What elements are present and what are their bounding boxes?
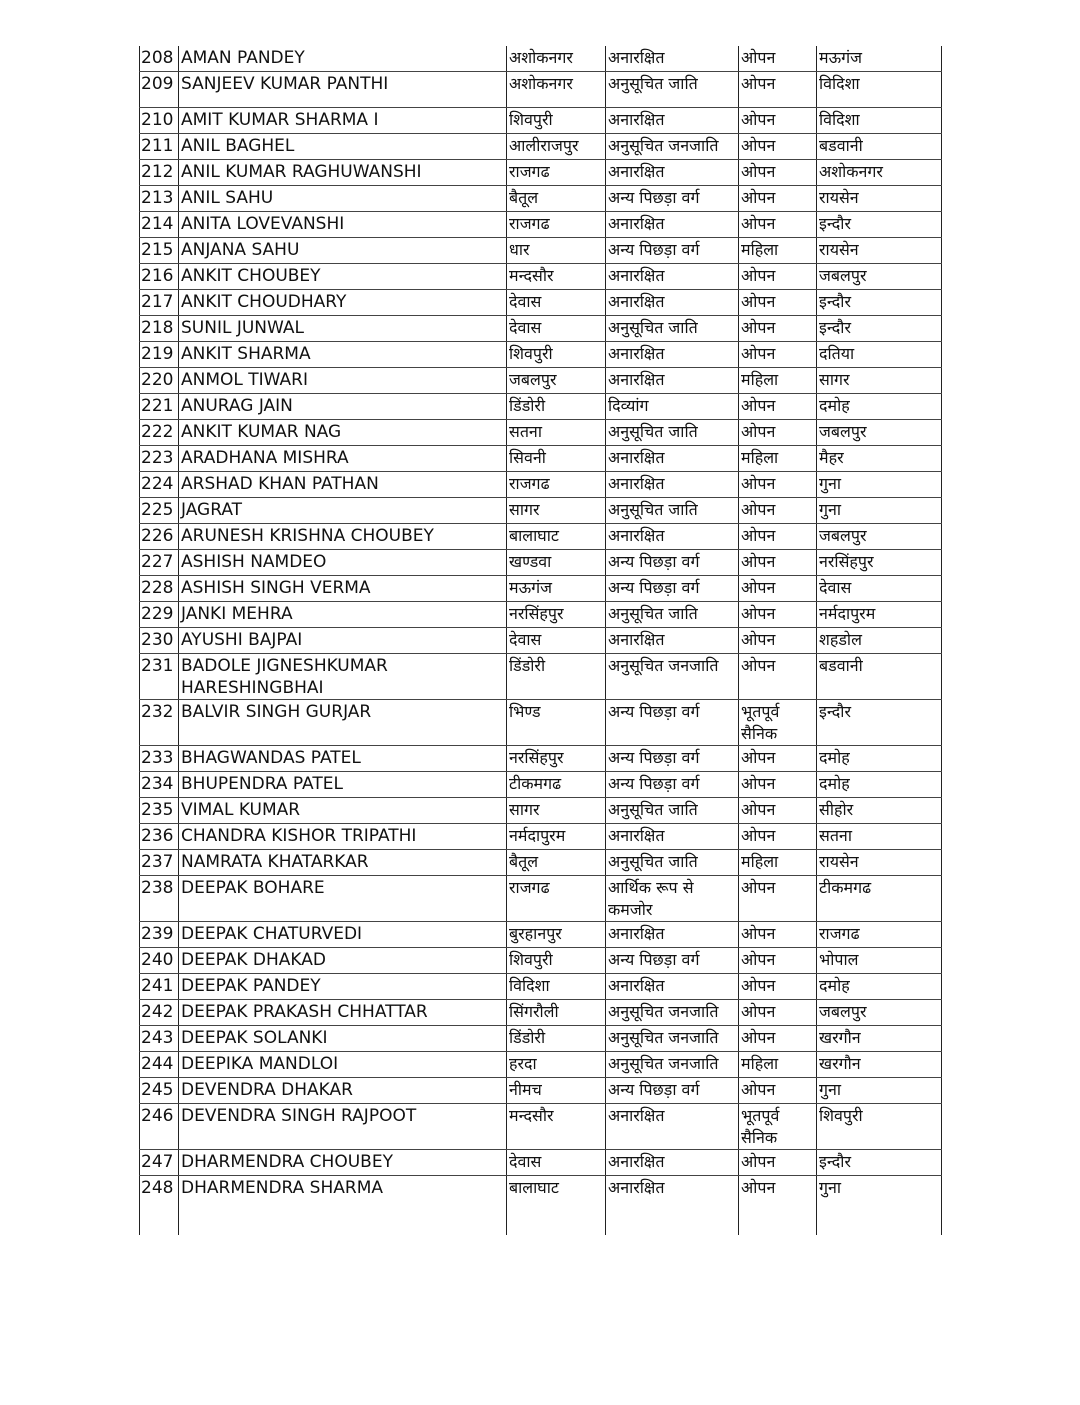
posting-district-cell: बडवानी xyxy=(817,134,942,160)
home-district-cell: सतना xyxy=(507,420,606,446)
home-district-cell: देवास xyxy=(507,290,606,316)
category-cell: अनुसूचित जाति xyxy=(606,850,739,876)
table-row xyxy=(140,974,942,1000)
table-row xyxy=(140,1026,942,1052)
serial-number-cell: 218 xyxy=(140,316,179,342)
candidate-name-cell: AMAN PANDEY xyxy=(179,46,507,72)
posting-district-cell: दमोह xyxy=(817,394,942,420)
serial-number-cell: 243 xyxy=(140,1026,179,1052)
posting-district-cell: रायसेन xyxy=(817,186,942,212)
candidate-name-cell: JANKI MEHRA xyxy=(179,602,507,628)
table-row xyxy=(140,134,942,160)
home-district-cell: डिंडोरी xyxy=(507,394,606,420)
subcategory-cell: ओपन xyxy=(739,212,817,238)
candidate-name-cell: ANKIT KUMAR NAG xyxy=(179,420,507,446)
posting-district-cell: खरगौन xyxy=(817,1052,942,1078)
subcategory-cell: ओपन xyxy=(739,1000,817,1026)
home-district-cell: नरसिंहपुर xyxy=(507,746,606,772)
table-row xyxy=(140,654,942,700)
table-row xyxy=(140,342,942,368)
home-district-cell: नीमच xyxy=(507,1078,606,1104)
serial-number-cell: 241 xyxy=(140,974,179,1000)
table-row xyxy=(140,1176,942,1236)
candidate-name-cell: CHANDRA KISHOR TRIPATHI xyxy=(179,824,507,850)
home-district-cell: शिवपुरी xyxy=(507,948,606,974)
table-row xyxy=(140,238,942,264)
home-district-cell: बैतूल xyxy=(507,186,606,212)
candidate-name-cell: DEEPAK CHATURVEDI xyxy=(179,922,507,948)
table-row xyxy=(140,446,942,472)
table-row xyxy=(140,498,942,524)
serial-number-cell: 244 xyxy=(140,1052,179,1078)
candidate-name-cell: BADOLE JIGNESHKUMAR HARESHINGBHAI xyxy=(179,654,507,700)
category-cell: अन्य पिछड़ा वर्ग xyxy=(606,576,739,602)
category-cell: अनुसूचित जाति xyxy=(606,316,739,342)
table-row xyxy=(140,46,942,72)
serial-number-cell: 209 xyxy=(140,72,179,108)
candidate-name-cell: ANMOL TIWARI xyxy=(179,368,507,394)
table-row xyxy=(140,922,942,948)
subcategory-cell: ओपन xyxy=(739,654,817,700)
candidate-name-cell: AYUSHI BAJPAI xyxy=(179,628,507,654)
table-row xyxy=(140,316,942,342)
category-cell: अनारक्षित xyxy=(606,974,739,1000)
posting-district-cell: दमोह xyxy=(817,974,942,1000)
subcategory-cell: ओपन xyxy=(739,186,817,212)
table-row xyxy=(140,212,942,238)
subcategory-cell: ओपन xyxy=(739,472,817,498)
subcategory-cell: ओपन xyxy=(739,798,817,824)
serial-number-cell: 220 xyxy=(140,368,179,394)
posting-district-cell: इन्दौर xyxy=(817,316,942,342)
serial-number-cell: 222 xyxy=(140,420,179,446)
candidate-name-cell: ANKIT CHOUBEY xyxy=(179,264,507,290)
candidate-name-cell: ANJANA SAHU xyxy=(179,238,507,264)
serial-number-cell: 236 xyxy=(140,824,179,850)
table-row xyxy=(140,394,942,420)
subcategory-cell: ओपन xyxy=(739,1078,817,1104)
subcategory-cell: महिला xyxy=(739,238,817,264)
posting-district-cell: गुना xyxy=(817,472,942,498)
candidate-name-cell: ASHISH SINGH VERMA xyxy=(179,576,507,602)
subcategory-cell: ओपन xyxy=(739,134,817,160)
category-cell: अनारक्षित xyxy=(606,290,739,316)
table-row xyxy=(140,264,942,290)
serial-number-cell: 224 xyxy=(140,472,179,498)
serial-number-cell: 219 xyxy=(140,342,179,368)
home-district-cell: राजगढ xyxy=(507,876,606,922)
table-row xyxy=(140,876,942,922)
table-row xyxy=(140,1000,942,1026)
serial-number-cell: 239 xyxy=(140,922,179,948)
serial-number-cell: 217 xyxy=(140,290,179,316)
candidate-name-cell: SUNIL JUNWAL xyxy=(179,316,507,342)
serial-number-cell: 215 xyxy=(140,238,179,264)
home-district-cell: सागर xyxy=(507,798,606,824)
posting-district-cell: देवास xyxy=(817,576,942,602)
home-district-cell: बुरहानपुर xyxy=(507,922,606,948)
posting-district-cell: मैहर xyxy=(817,446,942,472)
serial-number-cell: 245 xyxy=(140,1078,179,1104)
category-cell: अनुसूचित जनजाति xyxy=(606,654,739,700)
posting-district-cell: खरगौन xyxy=(817,1026,942,1052)
posting-district-cell: इन्दौर xyxy=(817,290,942,316)
posting-district-cell: अशोकनगर xyxy=(817,160,942,186)
table-row xyxy=(140,850,942,876)
table-row xyxy=(140,948,942,974)
subcategory-cell: ओपन xyxy=(739,498,817,524)
subcategory-cell: भूतपूर्व सैनिक xyxy=(739,1104,817,1150)
category-cell: अनारक्षित xyxy=(606,368,739,394)
posting-district-cell: भोपाल xyxy=(817,948,942,974)
category-cell: अनारक्षित xyxy=(606,524,739,550)
category-cell: अन्य पिछड़ा वर्ग xyxy=(606,550,739,576)
serial-number-cell: 247 xyxy=(140,1150,179,1176)
posting-district-cell: रायसेन xyxy=(817,850,942,876)
home-district-cell: बालाघाट xyxy=(507,524,606,550)
subcategory-cell: ओपन xyxy=(739,628,817,654)
category-cell: अनारक्षित xyxy=(606,108,739,134)
subcategory-cell: महिला xyxy=(739,1052,817,1078)
category-cell: अनारक्षित xyxy=(606,824,739,850)
subcategory-cell: ओपन xyxy=(739,108,817,134)
category-cell: अनुसूचित जनजाति xyxy=(606,134,739,160)
subcategory-cell: ओपन xyxy=(739,746,817,772)
home-district-cell: भिण्ड xyxy=(507,700,606,746)
serial-number-cell: 228 xyxy=(140,576,179,602)
candidate-name-cell: ARADHANA MISHRA xyxy=(179,446,507,472)
subcategory-cell: ओपन xyxy=(739,602,817,628)
table-row xyxy=(140,1052,942,1078)
candidate-name-cell: ARSHAD KHAN PATHAN xyxy=(179,472,507,498)
posting-district-cell: दतिया xyxy=(817,342,942,368)
candidate-name-cell: DEEPAK PANDEY xyxy=(179,974,507,1000)
subcategory-cell: ओपन xyxy=(739,290,817,316)
serial-number-cell: 232 xyxy=(140,700,179,746)
candidate-name-cell: ANIL SAHU xyxy=(179,186,507,212)
table-row xyxy=(140,72,942,108)
candidate-name-cell: AMIT KUMAR SHARMA I xyxy=(179,108,507,134)
subcategory-cell: महिला xyxy=(739,368,817,394)
candidate-name-cell: DEEPAK SOLANKI xyxy=(179,1026,507,1052)
serial-number-cell: 246 xyxy=(140,1104,179,1150)
serial-number-cell: 223 xyxy=(140,446,179,472)
posting-district-cell: जबलपुर xyxy=(817,524,942,550)
subcategory-cell: ओपन xyxy=(739,948,817,974)
subcategory-cell: ओपन xyxy=(739,550,817,576)
subcategory-cell: ओपन xyxy=(739,1026,817,1052)
candidate-table xyxy=(139,46,942,1235)
home-district-cell: सिवनी xyxy=(507,446,606,472)
posting-district-cell: नर्मदापुरम xyxy=(817,602,942,628)
candidate-name-cell: DEVENDRA DHAKAR xyxy=(179,1078,507,1104)
category-cell: अनुसूचित जनजाति xyxy=(606,1052,739,1078)
category-cell: अनारक्षित xyxy=(606,46,739,72)
category-cell: अन्य पिछड़ा वर्ग xyxy=(606,700,739,746)
home-district-cell: धार xyxy=(507,238,606,264)
home-district-cell: सागर xyxy=(507,498,606,524)
category-cell: अनुसूचित जाति xyxy=(606,72,739,108)
serial-number-cell: 233 xyxy=(140,746,179,772)
home-district-cell: डिंडोरी xyxy=(507,654,606,700)
candidate-name-cell: DEVENDRA SINGH RAJPOOT xyxy=(179,1104,507,1150)
posting-district-cell: शिवपुरी xyxy=(817,1104,942,1150)
home-district-cell: आलीराजपुर xyxy=(507,134,606,160)
home-district-cell: मन्दसौर xyxy=(507,264,606,290)
posting-district-cell: राजगढ xyxy=(817,922,942,948)
serial-number-cell: 208 xyxy=(140,46,179,72)
table-row xyxy=(140,700,942,746)
home-district-cell: बैतूल xyxy=(507,850,606,876)
candidate-name-cell: ARUNESH KRISHNA CHOUBEY xyxy=(179,524,507,550)
subcategory-cell: महिला xyxy=(739,850,817,876)
category-cell: अन्य पिछड़ा वर्ग xyxy=(606,1078,739,1104)
category-cell: अन्य पिछड़ा वर्ग xyxy=(606,186,739,212)
posting-district-cell: जबलपुर xyxy=(817,420,942,446)
candidate-name-cell: ASHISH NAMDEO xyxy=(179,550,507,576)
candidate-name-cell: DEEPAK PRAKASH CHHATTAR xyxy=(179,1000,507,1026)
serial-number-cell: 234 xyxy=(140,772,179,798)
home-district-cell: हरदा xyxy=(507,1052,606,1078)
table-row xyxy=(140,368,942,394)
serial-number-cell: 212 xyxy=(140,160,179,186)
table-row xyxy=(140,1150,942,1176)
home-district-cell: अशोकनगर xyxy=(507,72,606,108)
subcategory-cell: ओपन xyxy=(739,72,817,108)
candidate-name-cell: DEEPIKA MANDLOI xyxy=(179,1052,507,1078)
serial-number-cell: 214 xyxy=(140,212,179,238)
home-district-cell: देवास xyxy=(507,1150,606,1176)
candidate-name-cell: BALVIR SINGH GURJAR xyxy=(179,700,507,746)
posting-district-cell: जबलपुर xyxy=(817,264,942,290)
posting-district-cell: सतना xyxy=(817,824,942,850)
category-cell: अनारक्षित xyxy=(606,628,739,654)
home-district-cell: सिंगरौली xyxy=(507,1000,606,1026)
subcategory-cell: ओपन xyxy=(739,1176,817,1236)
home-district-cell: देवास xyxy=(507,316,606,342)
subcategory-cell: ओपन xyxy=(739,394,817,420)
subcategory-cell: ओपन xyxy=(739,420,817,446)
home-district-cell: डिंडोरी xyxy=(507,1026,606,1052)
serial-number-cell: 216 xyxy=(140,264,179,290)
candidate-name-cell: BHAGWANDAS PATEL xyxy=(179,746,507,772)
posting-district-cell: दमोह xyxy=(817,772,942,798)
serial-number-cell: 238 xyxy=(140,876,179,922)
serial-number-cell: 231 xyxy=(140,654,179,700)
table-row xyxy=(140,1078,942,1104)
category-cell: अनारक्षित xyxy=(606,472,739,498)
table-row xyxy=(140,160,942,186)
serial-number-cell: 248 xyxy=(140,1176,179,1236)
table-row xyxy=(140,576,942,602)
posting-district-cell: मऊगंज xyxy=(817,46,942,72)
category-cell: अनुसूचित जाति xyxy=(606,602,739,628)
posting-district-cell: दमोह xyxy=(817,746,942,772)
candidate-name-cell: ANURAG JAIN xyxy=(179,394,507,420)
subcategory-cell: ओपन xyxy=(739,772,817,798)
candidate-name-cell: DHARMENDRA SHARMA xyxy=(179,1176,507,1236)
posting-district-cell: विदिशा xyxy=(817,108,942,134)
home-district-cell: बालाघाट xyxy=(507,1176,606,1236)
posting-district-cell: टीकमगढ xyxy=(817,876,942,922)
subcategory-cell: भूतपूर्व सैनिक xyxy=(739,700,817,746)
table-row xyxy=(140,746,942,772)
home-district-cell: राजगढ xyxy=(507,212,606,238)
serial-number-cell: 210 xyxy=(140,108,179,134)
candidate-name-cell: NAMRATA KHATARKAR xyxy=(179,850,507,876)
home-district-cell: शिवपुरी xyxy=(507,342,606,368)
posting-district-cell: इन्दौर xyxy=(817,212,942,238)
table-row xyxy=(140,628,942,654)
category-cell: अनारक्षित xyxy=(606,1176,739,1236)
candidate-name-cell: SANJEEV KUMAR PANTHI xyxy=(179,72,507,108)
posting-district-cell: रायसेन xyxy=(817,238,942,264)
subcategory-cell: ओपन xyxy=(739,576,817,602)
candidate-table-body xyxy=(140,46,942,1235)
candidate-name-cell: DHARMENDRA CHOUBEY xyxy=(179,1150,507,1176)
home-district-cell: नर्मदापुरम xyxy=(507,824,606,850)
home-district-cell: राजगढ xyxy=(507,472,606,498)
candidate-name-cell: BHUPENDRA PATEL xyxy=(179,772,507,798)
serial-number-cell: 235 xyxy=(140,798,179,824)
candidate-name-cell: JAGRAT xyxy=(179,498,507,524)
subcategory-cell: ओपन xyxy=(739,922,817,948)
candidate-name-cell: ANITA LOVEVANSHI xyxy=(179,212,507,238)
home-district-cell: अशोकनगर xyxy=(507,46,606,72)
table-row xyxy=(140,798,942,824)
serial-number-cell: 242 xyxy=(140,1000,179,1026)
serial-number-cell: 225 xyxy=(140,498,179,524)
category-cell: अनुसूचित जाति xyxy=(606,420,739,446)
home-district-cell: मन्दसौर xyxy=(507,1104,606,1150)
table-row xyxy=(140,772,942,798)
category-cell: अनुसूचित जाति xyxy=(606,498,739,524)
table-row xyxy=(140,108,942,134)
subcategory-cell: ओपन xyxy=(739,46,817,72)
candidate-name-cell: ANKIT SHARMA xyxy=(179,342,507,368)
posting-district-cell: इन्दौर xyxy=(817,700,942,746)
category-cell: अन्य पिछड़ा वर्ग xyxy=(606,948,739,974)
serial-number-cell: 240 xyxy=(140,948,179,974)
home-district-cell: विदिशा xyxy=(507,974,606,1000)
serial-number-cell: 237 xyxy=(140,850,179,876)
category-cell: अनारक्षित xyxy=(606,212,739,238)
serial-number-cell: 229 xyxy=(140,602,179,628)
category-cell: आर्थिक रूप से कमजोर xyxy=(606,876,739,922)
posting-district-cell: इन्दौर xyxy=(817,1150,942,1176)
table-row xyxy=(140,524,942,550)
subcategory-cell: ओपन xyxy=(739,876,817,922)
candidate-name-cell: ANKIT CHOUDHARY xyxy=(179,290,507,316)
candidate-name-cell: DEEPAK DHAKAD xyxy=(179,948,507,974)
category-cell: अनारक्षित xyxy=(606,446,739,472)
subcategory-cell: ओपन xyxy=(739,824,817,850)
category-cell: अनारक्षित xyxy=(606,922,739,948)
subcategory-cell: ओपन xyxy=(739,264,817,290)
category-cell: अन्य पिछड़ा वर्ग xyxy=(606,746,739,772)
home-district-cell: टीकमगढ xyxy=(507,772,606,798)
posting-district-cell: गुना xyxy=(817,498,942,524)
posting-district-cell: नरसिंहपुर xyxy=(817,550,942,576)
posting-district-cell: शहडोल xyxy=(817,628,942,654)
category-cell: दिव्यांग xyxy=(606,394,739,420)
category-cell: अनारक्षित xyxy=(606,264,739,290)
candidate-name-cell: ANIL BAGHEL xyxy=(179,134,507,160)
table-row xyxy=(140,420,942,446)
table-row xyxy=(140,1104,942,1150)
serial-number-cell: 213 xyxy=(140,186,179,212)
posting-district-cell: गुना xyxy=(817,1176,942,1236)
category-cell: अनारक्षित xyxy=(606,1104,739,1150)
home-district-cell: मऊगंज xyxy=(507,576,606,602)
posting-district-cell: गुना xyxy=(817,1078,942,1104)
subcategory-cell: ओपन xyxy=(739,974,817,1000)
candidate-name-cell: ANIL KUMAR RAGHUWANSHI xyxy=(179,160,507,186)
table-row xyxy=(140,602,942,628)
serial-number-cell: 211 xyxy=(140,134,179,160)
category-cell: अनुसूचित जाति xyxy=(606,798,739,824)
posting-district-cell: सागर xyxy=(817,368,942,394)
serial-number-cell: 230 xyxy=(140,628,179,654)
home-district-cell: नरसिंहपुर xyxy=(507,602,606,628)
subcategory-cell: ओपन xyxy=(739,316,817,342)
category-cell: अनारक्षित xyxy=(606,160,739,186)
table-row xyxy=(140,824,942,850)
serial-number-cell: 227 xyxy=(140,550,179,576)
category-cell: अन्य पिछड़ा वर्ग xyxy=(606,772,739,798)
posting-district-cell: विदिशा xyxy=(817,72,942,108)
table-row xyxy=(140,472,942,498)
table-row xyxy=(140,290,942,316)
home-district-cell: खण्डवा xyxy=(507,550,606,576)
posting-district-cell: बडवानी xyxy=(817,654,942,700)
category-cell: अनारक्षित xyxy=(606,342,739,368)
subcategory-cell: ओपन xyxy=(739,524,817,550)
category-cell: अनारक्षित xyxy=(606,1150,739,1176)
home-district-cell: शिवपुरी xyxy=(507,108,606,134)
home-district-cell: राजगढ xyxy=(507,160,606,186)
posting-district-cell: जबलपुर xyxy=(817,1000,942,1026)
subcategory-cell: ओपन xyxy=(739,1150,817,1176)
serial-number-cell: 221 xyxy=(140,394,179,420)
subcategory-cell: ओपन xyxy=(739,342,817,368)
category-cell: अनुसूचित जनजाति xyxy=(606,1000,739,1026)
table-row xyxy=(140,186,942,212)
candidate-name-cell: DEEPAK BOHARE xyxy=(179,876,507,922)
serial-number-cell: 226 xyxy=(140,524,179,550)
candidate-name-cell: VIMAL KUMAR xyxy=(179,798,507,824)
home-district-cell: जबलपुर xyxy=(507,368,606,394)
category-cell: अन्य पिछड़ा वर्ग xyxy=(606,238,739,264)
posting-district-cell: सीहोर xyxy=(817,798,942,824)
subcategory-cell: महिला xyxy=(739,446,817,472)
table-row xyxy=(140,550,942,576)
subcategory-cell: ओपन xyxy=(739,160,817,186)
category-cell: अनुसूचित जनजाति xyxy=(606,1026,739,1052)
home-district-cell: देवास xyxy=(507,628,606,654)
